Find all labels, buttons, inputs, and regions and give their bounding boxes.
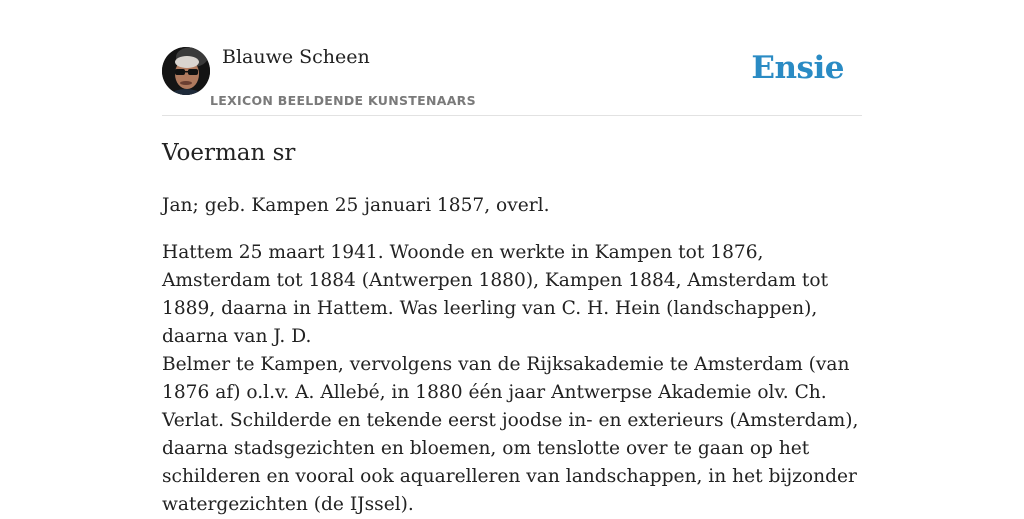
author-avatar[interactable] [162,47,210,95]
page-title: Voerman sr [162,140,296,166]
article-paragraph-2: Hattem 25 maart 1941. Woonde en werkte in Kampen tot 1876, Amsterdam tot 1884 (Antwerpen 1880), Kampen 1884, Amsterdam tot 1889, daarna in Hattem. Was leerling van C. H. Hein (landschappen), daarna van J. D. [162,242,829,347]
avatar-image [162,47,210,95]
article-paragraph-3: Belmer te Kampen, vervolgens van de Rijksakademie te Amsterdam (van 1876 af) o.l.v. A. Allebé, in 1880 één jaar Antwerpse Akademie olv. Ch. Verlat. Schilderde en tekende eerst joodse in- en exterieurs (Amsterdam), daarna stadsgezichten en bloemen, om tenslotte over te gaan op het schilderen en vooral ook aquarelleren van landschappen, in het bijzonder watergezichten (de IJssel). [162,354,859,515]
ensie-logo[interactable]: Ensie [751,50,844,86]
header-divider [162,115,862,116]
author-name[interactable]: Blauwe Scheen [222,46,370,68]
article-header [162,0,862,116]
category-label[interactable]: LEXICON BEELDENDE KUNSTENAARS [210,93,476,108]
article-paragraph-1: Jan; geb. Kampen 25 januari 1857, overl. [162,195,550,216]
